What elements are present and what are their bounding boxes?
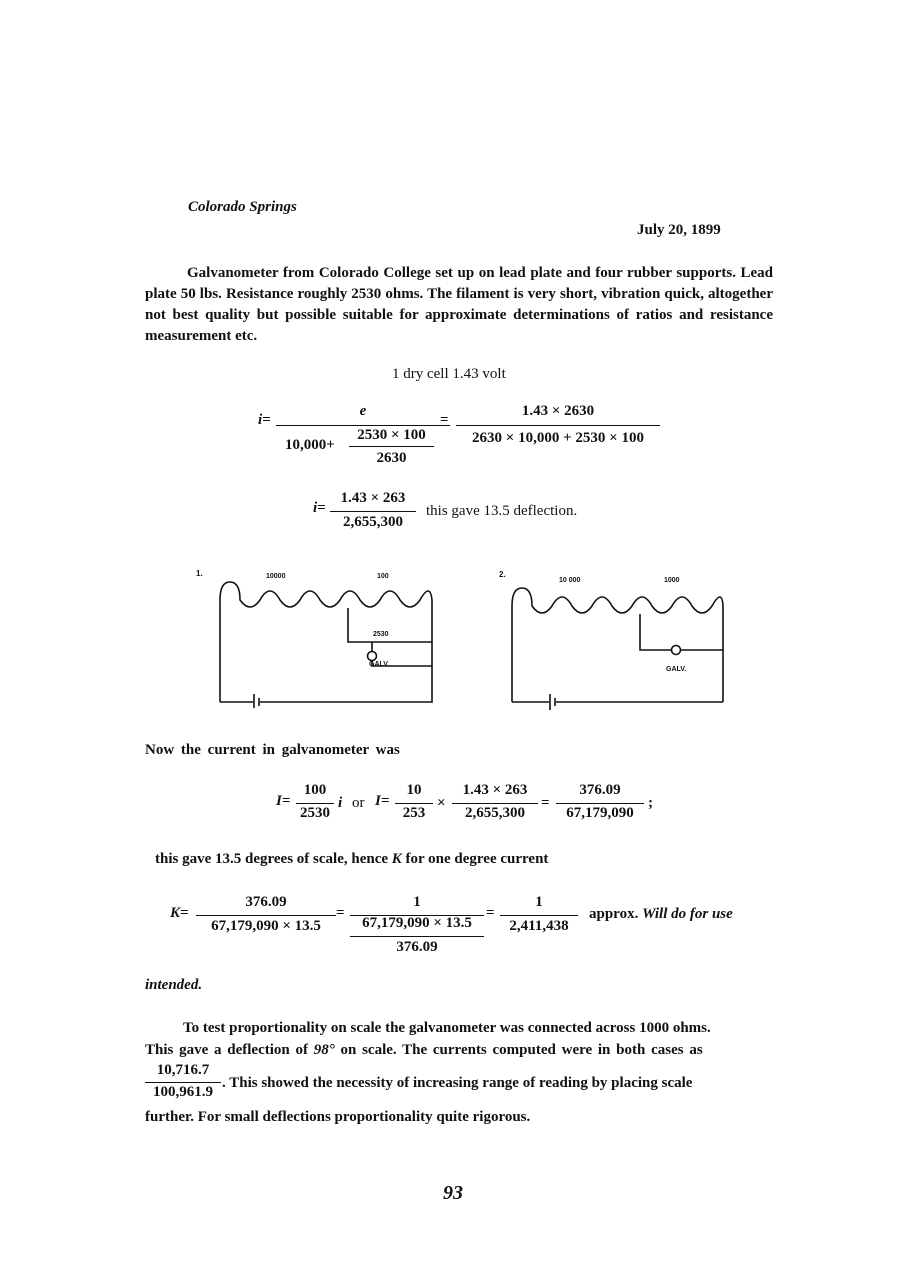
paragraph2-line4: further. For small deflections proportionality quite rigorous.	[145, 1109, 531, 1125]
diagram1-wiring	[196, 568, 446, 708]
diagram2-wiring	[496, 570, 732, 710]
diagram1-label-2530: 2530	[373, 631, 389, 638]
eq4-tail	[589, 906, 733, 923]
paragraph2-frac-den: 100,961.9	[153, 1084, 213, 1100]
diagram1-label-10000: 10000	[266, 573, 286, 580]
paragraph-galvanometer-setup: Galvanometer from Colorado College set up on lead plate and four rubber supports. Lead plate 50 lbs. Resistance roughly 2530 ohms. The filament is very short, vibration quick, altogether not best quality but possible suitable for approximate determinations of ratios and resistance measurement etc.	[145, 265, 773, 344]
eq4-f3-num: 1	[535, 894, 543, 910]
eq4-f3-bar	[500, 915, 578, 916]
page-number: 93	[443, 1182, 463, 1204]
eq3-f1-num: 100	[303, 782, 327, 798]
eq3-f2-num: 10	[406, 782, 422, 798]
diagram1-label-100: 100	[377, 573, 389, 580]
scale-line-pre: this gave 13.5 degrees of scale, hence	[155, 851, 392, 867]
scale-line	[155, 851, 548, 868]
eq1-equals: =	[440, 412, 449, 428]
eq1-rhs-num: 1.43 × 2630	[521, 403, 595, 419]
eq1-inner-num: 2530 × 100	[357, 427, 426, 443]
eq4-equals-2: =	[486, 905, 495, 921]
eq4-f2-den-bottom: 376.09	[396, 939, 438, 955]
circuit-diagram-2	[496, 570, 732, 710]
eq3-f4-num: 376.09	[579, 782, 621, 798]
paragraph2-line2-pre: This gave a deflection of	[145, 1042, 314, 1058]
eq4-f1-bar	[196, 915, 336, 916]
circuit-diagram-1	[196, 568, 446, 708]
paragraph2-line1: To test proportionality on scale the galvanometer was connected across 1000 ohms.	[183, 1020, 711, 1036]
eq4-f2-inner-bar	[350, 936, 484, 937]
eq1-rhs-bar	[456, 425, 660, 426]
paragraph2-frac-num: 10,716.7	[156, 1062, 210, 1078]
paragraph2-line3: . This showed the necessity of increasing range of reading by placing scale	[222, 1075, 693, 1091]
eq2-num: 1.43 × 263	[340, 490, 406, 506]
eq1-inner-den: 2630	[376, 450, 407, 466]
eq4-K: K=	[170, 905, 189, 921]
scale-line-post: for one degree current	[401, 851, 549, 867]
eq4-f1-num: 376.09	[245, 894, 287, 910]
diagram2-label-10000: 10 000	[559, 577, 581, 584]
eq3-times: ×	[437, 795, 446, 811]
eq2-lhs: i=	[313, 500, 326, 516]
eq3-I2: I=	[375, 793, 390, 809]
scale-line-K: K	[391, 851, 402, 867]
eq3-f2-den: 253	[402, 805, 426, 821]
eq3-or: or	[352, 795, 365, 811]
dry-cell-line: 1 dry cell 1.43 volt	[392, 366, 506, 382]
eq4-f3-den: 2,411,438	[509, 918, 569, 934]
paragraph2-line2-post: on scale. The currents computed were in both cases as	[334, 1042, 703, 1058]
eq4-will-do: Will do for use	[642, 906, 733, 922]
eq2-note: this gave 13.5 deflection.	[426, 503, 578, 519]
eq4-f2-num: 1	[413, 894, 421, 910]
paragraph2-line2	[145, 1042, 703, 1059]
eq1-rhs-den: 2630 × 10,000 + 2530 × 100	[472, 430, 644, 446]
eq1-lhs: i=	[258, 412, 271, 428]
paragraph2-deg: 98°	[313, 1042, 335, 1058]
eq3-i: i	[338, 795, 343, 811]
eq1-inner-bar	[349, 446, 434, 447]
eq1-den-base: 10,000+	[285, 437, 335, 453]
eq3-f3-den: 2,655,300	[465, 805, 525, 821]
diagram2-label-1000: 1000	[664, 577, 680, 584]
eq3-end: ;	[648, 795, 653, 811]
eq4-approx: approx.	[589, 906, 643, 922]
eq1-numerator: e	[359, 403, 367, 419]
eq2-den: 2,655,300	[343, 514, 403, 530]
diagram1-galv-label: GALV.	[369, 661, 390, 668]
eq4-intended: intended.	[145, 977, 203, 993]
diagram2-number: 2.	[499, 570, 506, 579]
eq3-f4-den: 67,179,090	[566, 805, 634, 821]
eq3-f1-den: 2530	[300, 805, 330, 821]
eq4-f2-den-top: 67,179,090 × 13.5	[362, 915, 472, 931]
eq4-f1-den: 67,179,090 × 13.5	[211, 918, 321, 934]
eq3-f3-num: 1.43 × 263	[462, 782, 528, 798]
date: July 20, 1899	[637, 222, 721, 238]
eq3-I1: I=	[276, 793, 291, 809]
diagram1-number: 1.	[196, 569, 203, 578]
eq2-bar	[330, 511, 416, 512]
eq3-equals: =	[541, 795, 550, 811]
location-heading: Colorado Springs	[188, 199, 297, 215]
current-line: Now the current in galvanometer was	[145, 742, 400, 758]
eq4-equals-1: =	[336, 905, 345, 921]
diagram2-galv-label: GALV.	[666, 666, 687, 673]
